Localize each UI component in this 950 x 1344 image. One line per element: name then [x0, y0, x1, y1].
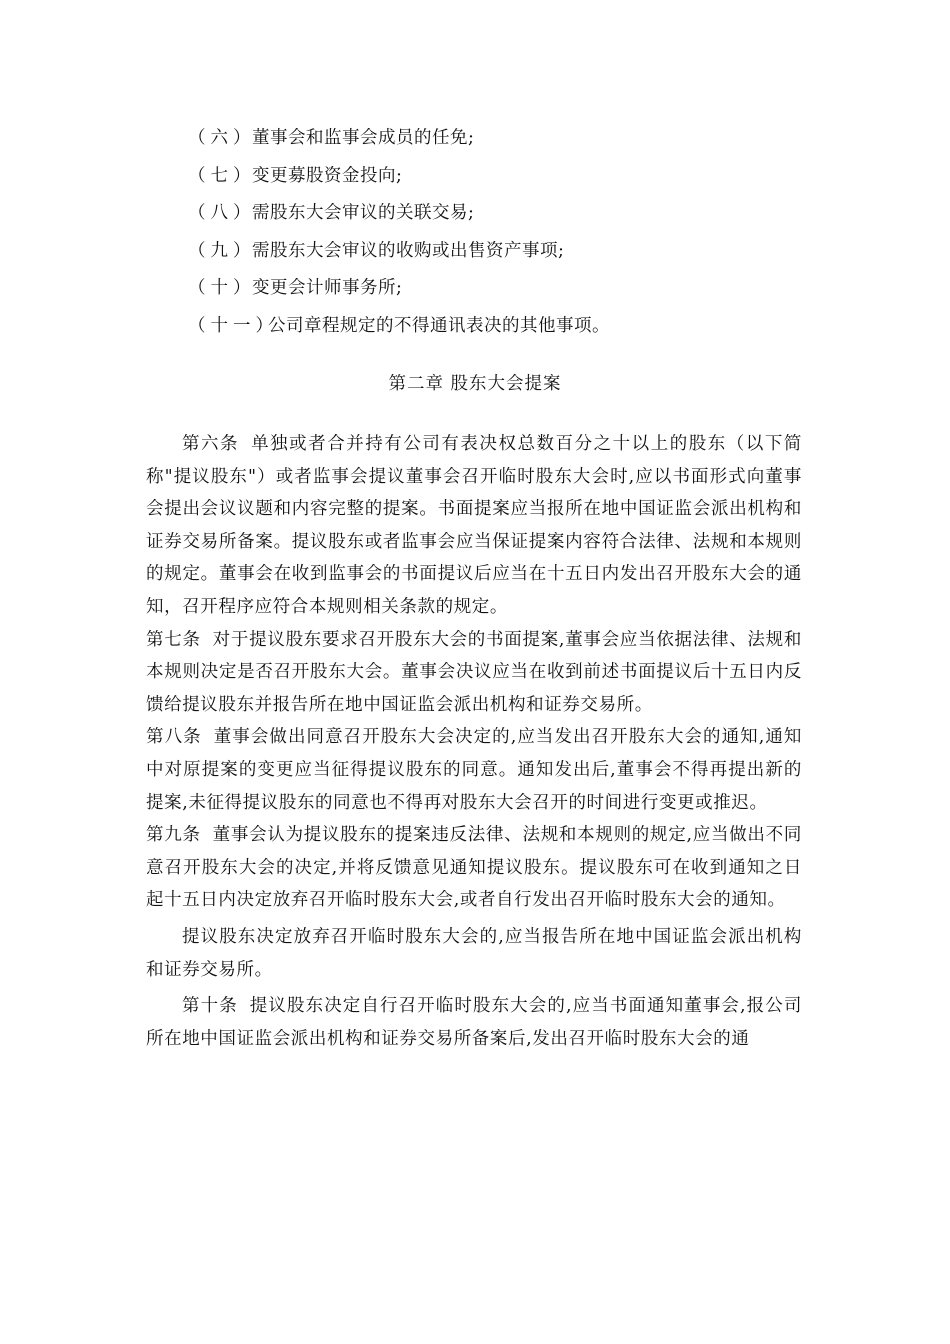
- article-label: 第七条: [146, 629, 201, 650]
- article-text: 董事会认为提议股东的提案违反法律、法规和本规则的规定,应当做出不同意召开股东大会的决定,并将反馈意见通知提议股东。提议股东可在收到通知之日起十五日内决定放弃召开临时股东大会,或者自行发出召开临时股东大会的通知。: [146, 825, 802, 911]
- chapter-title: 第二章 股东大会提案: [388, 374, 562, 394]
- list-item: [188, 274, 828, 312]
- article-10: [146, 990, 802, 1055]
- article-text: 单独或者合并持有公司有表决权总数百分之十以上的股东（以下简称"提议股东"）或者监事会提议董事会召开临时股东大会时,应以书面形式向董事会提出会议议题和内容完整的提案。书面提案应当报所在地中国证监会派出机构和证券交易所备案。提议股东或者监事会应当保证提案内容符合法律、法规和本规则的规定。董事会在收到监事会的书面提议后应当在十五日内发出召开股东大会的通知，召开程序应符合本规则相关条款的规定。: [146, 434, 802, 617]
- article-text: 董事会做出同意召开股东大会决定的,应当发出召开股东大会的通知,通知中对原提案的变更应当征得提议股东的同意。通知发出后,董事会不得再提出新的提案,未征得提议股东的同意也不得再对股东大会召开的时间进行变更或推迟。: [146, 727, 802, 813]
- list-marker: （七）: [188, 165, 256, 186]
- voting-matters-list: [188, 124, 828, 349]
- list-item-text: 变更会计师事务所;: [252, 278, 403, 298]
- article-label: 第八条: [146, 727, 202, 748]
- list-marker: （六）: [188, 128, 256, 148]
- list-item: [188, 162, 828, 200]
- article-text: 提议股东决定自行召开临时股东大会的,应当书面通知董事会,报公司所在地中国证监会派出机构和证券交易所备案后,发出召开临时股东大会的通: [146, 996, 802, 1049]
- list-marker: （十一）: [188, 315, 278, 336]
- list-item-text: 董事会和监事会成员的任免;: [252, 128, 475, 148]
- list-item: [188, 237, 828, 275]
- article-8: [146, 721, 802, 819]
- list-marker: （十）: [188, 278, 256, 298]
- list-item-text: 需股东大会审议的关联交易;: [252, 203, 475, 223]
- list-item: [188, 124, 828, 162]
- article-6: [146, 428, 802, 624]
- list-item-text: 变更募股资金投向;: [252, 165, 403, 186]
- article-7: [146, 624, 802, 722]
- list-item: [188, 199, 828, 237]
- article-label: 第十条: [182, 996, 238, 1017]
- article-text: 提议股东决定放弃召开临时股东大会的,应当报告所在地中国证监会派出机构和证券交易所。: [146, 926, 802, 980]
- article-text: 对于提议股东要求召开股东大会的书面提案,董事会应当依据法律、法规和本规则决定是否召开股东大会。董事会决议应当在收到前述书面提议后十五日内反馈给提议股东并报告所在地中国证监会派出机构和证券交易所。: [146, 629, 802, 715]
- article-9-continuation: [146, 921, 802, 986]
- articles-body: [146, 428, 802, 1055]
- list-marker: （九）: [188, 240, 256, 261]
- list-item-text: 需股东大会审议的收购或出售资产事项;: [252, 240, 565, 261]
- list-item: [188, 312, 828, 350]
- article-label: 第六条: [182, 434, 240, 454]
- list-item-text: 公司章程规定的不得通讯表决的其他事项。: [268, 315, 610, 336]
- article-9: [146, 819, 802, 917]
- list-marker: （八）: [188, 203, 256, 223]
- article-label: 第九条: [146, 825, 201, 846]
